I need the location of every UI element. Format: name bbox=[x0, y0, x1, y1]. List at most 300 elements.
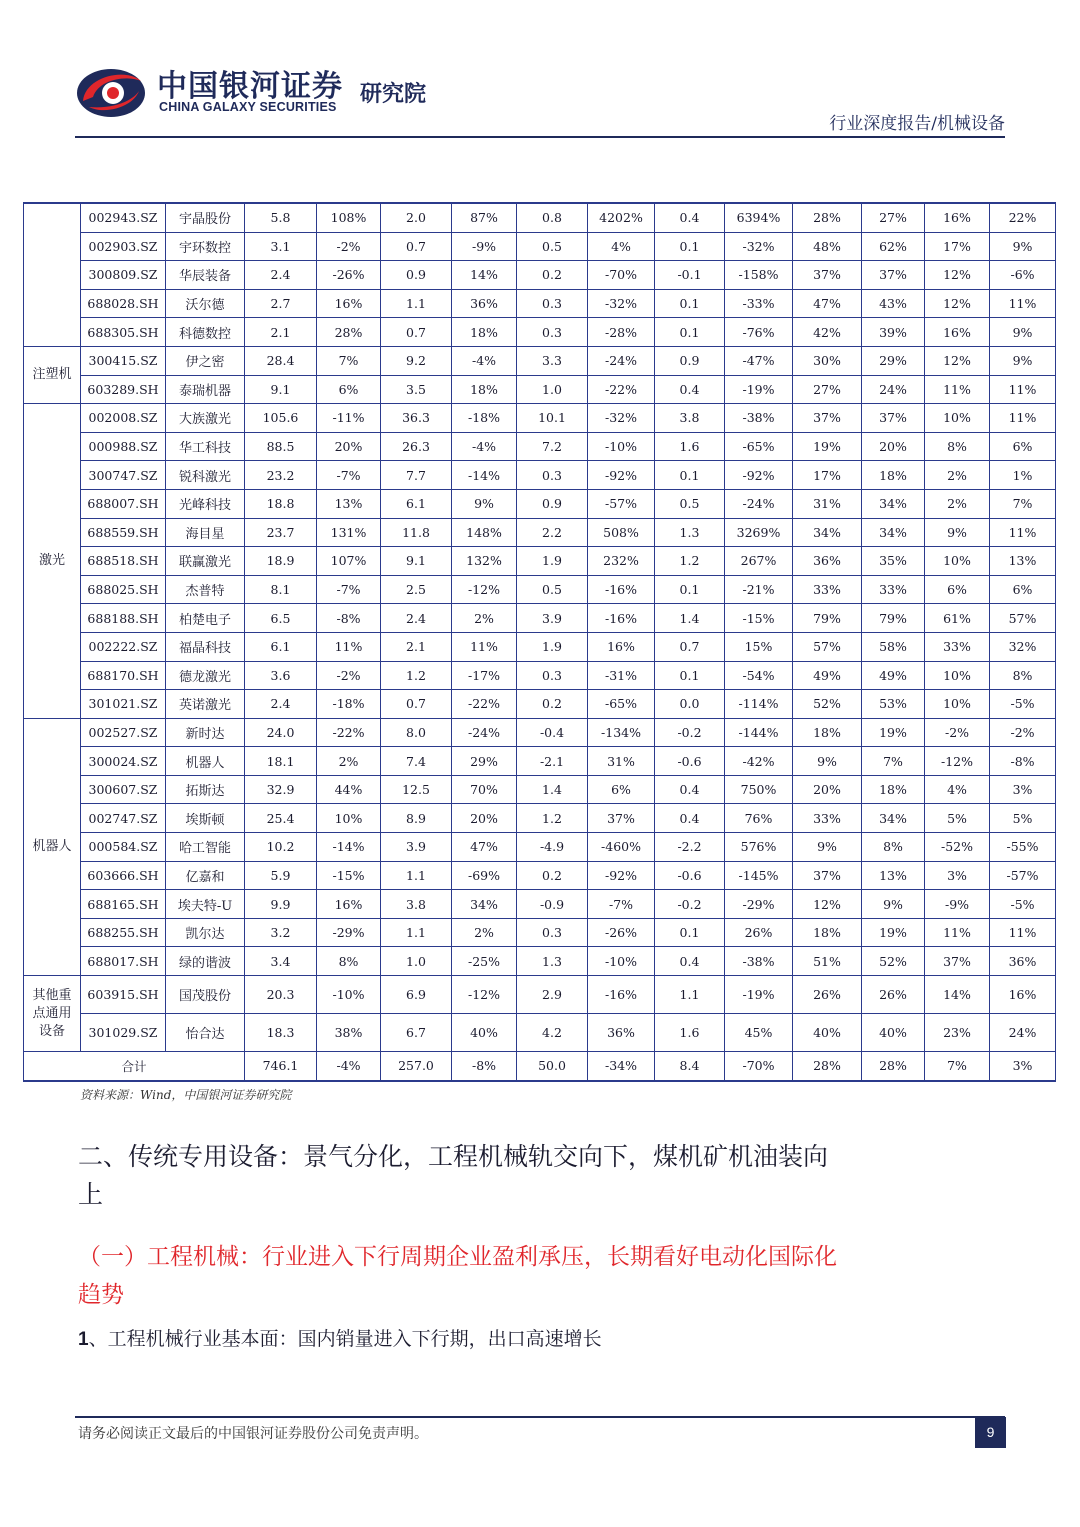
company-name: 华工科技 bbox=[166, 432, 245, 461]
table-cell: 37% bbox=[793, 261, 862, 290]
table-row bbox=[24, 747, 1056, 776]
stock-code: 688165.SH bbox=[81, 890, 166, 919]
table-cell: 2.7 bbox=[245, 289, 317, 318]
table-cell: 27% bbox=[793, 375, 862, 404]
table-cell: 9% bbox=[990, 318, 1056, 347]
table-cell: 28.4 bbox=[245, 346, 317, 375]
table-cell: -65% bbox=[725, 432, 793, 461]
table-cell: 12% bbox=[793, 890, 862, 919]
table-cell: -158% bbox=[725, 261, 793, 290]
table-cell: 7.7 bbox=[381, 461, 452, 490]
table-cell: -8% bbox=[990, 747, 1056, 776]
table-cell: -52% bbox=[925, 833, 990, 862]
company-name: 亿嘉和 bbox=[166, 861, 245, 890]
table-cell: 8% bbox=[317, 947, 381, 976]
table-cell: -460% bbox=[588, 833, 655, 862]
company-name: 华辰装备 bbox=[166, 261, 245, 290]
table-cell: 16% bbox=[925, 203, 990, 232]
table-cell: 39% bbox=[862, 318, 925, 347]
table-cell: 0.1 bbox=[655, 575, 725, 604]
table-cell: -12% bbox=[452, 976, 517, 1014]
company-name: 科德数控 bbox=[166, 318, 245, 347]
table-cell: -4% bbox=[452, 346, 517, 375]
stock-code: 301021.SZ bbox=[81, 690, 166, 719]
table-cell: -6% bbox=[990, 261, 1056, 290]
table-cell: -2% bbox=[990, 718, 1056, 747]
stock-code: 688007.SH bbox=[81, 489, 166, 518]
table-cell: -38% bbox=[725, 404, 793, 433]
table-cell: 20% bbox=[317, 432, 381, 461]
table-cell: 1.1 bbox=[381, 918, 452, 947]
table-cell: 232% bbox=[588, 547, 655, 576]
institute-label: 研究院 bbox=[360, 82, 427, 107]
table-row bbox=[24, 318, 1056, 347]
table-cell: 0.1 bbox=[655, 461, 725, 490]
table-cell: 22% bbox=[990, 203, 1056, 232]
total-cell: -70% bbox=[725, 1052, 793, 1081]
table-row bbox=[24, 690, 1056, 719]
table-cell: -0.2 bbox=[655, 890, 725, 919]
table-cell: 1.2 bbox=[381, 661, 452, 690]
stock-code: 688559.SH bbox=[81, 518, 166, 547]
table-cell: 88.5 bbox=[245, 432, 317, 461]
table-cell: 6.9 bbox=[381, 976, 452, 1014]
table-cell: 5% bbox=[925, 804, 990, 833]
table-cell: -15% bbox=[317, 861, 381, 890]
stock-code: 000988.SZ bbox=[81, 432, 166, 461]
table-cell: 57% bbox=[793, 632, 862, 661]
table-cell: -16% bbox=[588, 976, 655, 1014]
table-cell: -29% bbox=[317, 918, 381, 947]
table-cell: -12% bbox=[925, 747, 990, 776]
table-cell: 0.2 bbox=[517, 690, 588, 719]
table-cell: 18% bbox=[862, 775, 925, 804]
table-cell: 3.5 bbox=[381, 375, 452, 404]
table-cell: 9% bbox=[925, 518, 990, 547]
table-cell: 11% bbox=[990, 518, 1056, 547]
table-row bbox=[24, 718, 1056, 747]
stock-code: 603915.SH bbox=[81, 976, 166, 1014]
table-cell: -47% bbox=[725, 346, 793, 375]
table-cell: 23% bbox=[925, 1014, 990, 1052]
table-cell: 6.1 bbox=[245, 632, 317, 661]
table-cell: 10% bbox=[925, 661, 990, 690]
group-label: 其他重点通用设备 bbox=[24, 976, 81, 1052]
table-cell: -12% bbox=[452, 575, 517, 604]
table-row bbox=[24, 1014, 1056, 1052]
company-name: 埃斯顿 bbox=[166, 804, 245, 833]
table-cell: 6.7 bbox=[381, 1014, 452, 1052]
table-cell: -18% bbox=[452, 404, 517, 433]
table-cell: -14% bbox=[452, 461, 517, 490]
table-cell: 7.4 bbox=[381, 747, 452, 776]
table-cell: 30% bbox=[793, 346, 862, 375]
table-cell: -2% bbox=[925, 718, 990, 747]
total-cell: 7% bbox=[925, 1052, 990, 1081]
table-cell: 18% bbox=[793, 918, 862, 947]
table-cell: 12.5 bbox=[381, 775, 452, 804]
table-cell: -114% bbox=[725, 690, 793, 719]
table-cell: 148% bbox=[452, 518, 517, 547]
table-cell: -2.2 bbox=[655, 833, 725, 862]
table-cell: -2.1 bbox=[517, 747, 588, 776]
stock-code: 300024.SZ bbox=[81, 747, 166, 776]
table-cell: -15% bbox=[725, 604, 793, 633]
table-cell: -10% bbox=[588, 947, 655, 976]
table-cell: 33% bbox=[793, 575, 862, 604]
table-cell: -2% bbox=[317, 661, 381, 690]
group-label bbox=[24, 203, 81, 346]
table-cell: -0.6 bbox=[655, 747, 725, 776]
table-cell: 3.8 bbox=[655, 404, 725, 433]
table-cell: 11.8 bbox=[381, 518, 452, 547]
header-rule bbox=[75, 136, 1005, 138]
table-cell: -29% bbox=[725, 890, 793, 919]
table-cell: 0.9 bbox=[381, 261, 452, 290]
brand-name-en: CHINA GALAXY SECURITIES bbox=[159, 100, 337, 114]
table-cell: -14% bbox=[317, 833, 381, 862]
table-cell: -33% bbox=[725, 289, 793, 318]
company-name: 英诺激光 bbox=[166, 690, 245, 719]
table-cell: 0.8 bbox=[517, 203, 588, 232]
table-cell: 24% bbox=[862, 375, 925, 404]
table-cell: 2.2 bbox=[517, 518, 588, 547]
company-data-table bbox=[23, 202, 1056, 1082]
table-cell: 36% bbox=[588, 1014, 655, 1052]
table-cell: 0.4 bbox=[655, 775, 725, 804]
total-cell: 8.4 bbox=[655, 1052, 725, 1081]
table-cell: -22% bbox=[452, 690, 517, 719]
table-cell: -2% bbox=[317, 232, 381, 261]
table-cell: 8% bbox=[925, 432, 990, 461]
table-cell: 0.7 bbox=[655, 632, 725, 661]
table-cell: 34% bbox=[862, 518, 925, 547]
table-cell: 70% bbox=[452, 775, 517, 804]
table-cell: -32% bbox=[588, 289, 655, 318]
stock-code: 002527.SZ bbox=[81, 718, 166, 747]
company-name: 德龙激光 bbox=[166, 661, 245, 690]
company-name: 光峰科技 bbox=[166, 489, 245, 518]
table-cell: 48% bbox=[793, 232, 862, 261]
table-cell: 10% bbox=[317, 804, 381, 833]
company-name: 凯尔达 bbox=[166, 918, 245, 947]
table-cell: -10% bbox=[588, 432, 655, 461]
table-cell: 0.3 bbox=[517, 318, 588, 347]
stock-code: 301029.SZ bbox=[81, 1014, 166, 1052]
table-cell: 19% bbox=[862, 918, 925, 947]
company-name: 沃尔德 bbox=[166, 289, 245, 318]
table-cell: -24% bbox=[588, 346, 655, 375]
table-cell: 107% bbox=[317, 547, 381, 576]
table-cell: 0.4 bbox=[655, 375, 725, 404]
company-name: 杰普特 bbox=[166, 575, 245, 604]
table-cell: 9% bbox=[990, 346, 1056, 375]
table-cell: 2.4 bbox=[245, 690, 317, 719]
table-row bbox=[24, 604, 1056, 633]
table-cell: -7% bbox=[588, 890, 655, 919]
table-cell: -22% bbox=[588, 375, 655, 404]
table-cell: 11% bbox=[925, 375, 990, 404]
stock-code: 300809.SZ bbox=[81, 261, 166, 290]
company-name: 伊之密 bbox=[166, 346, 245, 375]
table-cell: 20% bbox=[452, 804, 517, 833]
table-cell: 0.3 bbox=[517, 461, 588, 490]
table-cell: -32% bbox=[588, 404, 655, 433]
table-cell: -70% bbox=[588, 261, 655, 290]
table-cell: 3% bbox=[990, 775, 1056, 804]
table-row bbox=[24, 632, 1056, 661]
table-cell: 2% bbox=[452, 918, 517, 947]
total-cell: 746.1 bbox=[245, 1052, 317, 1081]
table-cell: 9% bbox=[793, 747, 862, 776]
table-cell: 53% bbox=[862, 690, 925, 719]
table-cell: 76% bbox=[725, 804, 793, 833]
table-cell: 16% bbox=[925, 318, 990, 347]
table-cell: 1.4 bbox=[655, 604, 725, 633]
table-cell: 3.9 bbox=[517, 604, 588, 633]
table-row bbox=[24, 947, 1056, 976]
table-cell: 37% bbox=[862, 404, 925, 433]
table-cell: 17% bbox=[925, 232, 990, 261]
company-name: 锐科激光 bbox=[166, 461, 245, 490]
table-cell: 79% bbox=[793, 604, 862, 633]
table-cell: 1.0 bbox=[381, 947, 452, 976]
table-cell: 7% bbox=[990, 489, 1056, 518]
table-cell: 2.9 bbox=[517, 976, 588, 1014]
table-cell: 20% bbox=[793, 775, 862, 804]
table-cell: 52% bbox=[793, 690, 862, 719]
table-cell: 131% bbox=[317, 518, 381, 547]
table-cell: 10% bbox=[925, 690, 990, 719]
table-row bbox=[24, 261, 1056, 290]
stock-code: 002222.SZ bbox=[81, 632, 166, 661]
table-cell: 3.3 bbox=[517, 346, 588, 375]
table-cell: 267% bbox=[725, 547, 793, 576]
table-cell: -32% bbox=[725, 232, 793, 261]
table-cell: 18% bbox=[452, 375, 517, 404]
table-row bbox=[24, 375, 1056, 404]
table-cell: 0.3 bbox=[517, 661, 588, 690]
table-cell: 37% bbox=[862, 261, 925, 290]
stock-code: 688518.SH bbox=[81, 547, 166, 576]
table-cell: 33% bbox=[862, 575, 925, 604]
table-cell: 19% bbox=[862, 718, 925, 747]
table-cell: 12% bbox=[925, 346, 990, 375]
company-name: 新时达 bbox=[166, 718, 245, 747]
table-cell: 1.9 bbox=[517, 547, 588, 576]
disclaimer: 请务必阅读正文最后的中国银河证券股份公司免责声明。 bbox=[78, 1426, 428, 1442]
total-cell: 257.0 bbox=[381, 1052, 452, 1081]
table-cell: 33% bbox=[925, 632, 990, 661]
table-cell: 0.3 bbox=[517, 289, 588, 318]
table-cell: 26% bbox=[793, 976, 862, 1014]
table-cell: 3% bbox=[925, 861, 990, 890]
stock-code: 300415.SZ bbox=[81, 346, 166, 375]
stock-code: 688017.SH bbox=[81, 947, 166, 976]
table-cell: 2% bbox=[452, 604, 517, 633]
table-cell: -7% bbox=[317, 461, 381, 490]
table-cell: 1.1 bbox=[655, 976, 725, 1014]
company-name: 宇环数控 bbox=[166, 232, 245, 261]
company-name: 哈工智能 bbox=[166, 833, 245, 862]
table-cell: 0.2 bbox=[517, 861, 588, 890]
table-cell: 14% bbox=[925, 976, 990, 1014]
table-row bbox=[24, 232, 1056, 261]
table-cell: 40% bbox=[793, 1014, 862, 1052]
stock-code: 002747.SZ bbox=[81, 804, 166, 833]
total-row bbox=[24, 1052, 1056, 1081]
table-cell: 0.5 bbox=[517, 575, 588, 604]
table-cell: 10% bbox=[925, 404, 990, 433]
table-cell: 3.6 bbox=[245, 661, 317, 690]
table-cell: 23.7 bbox=[245, 518, 317, 547]
company-name: 联赢激光 bbox=[166, 547, 245, 576]
table-cell: -22% bbox=[317, 718, 381, 747]
table-cell: 0.7 bbox=[381, 690, 452, 719]
table-cell: 750% bbox=[725, 775, 793, 804]
table-cell: 87% bbox=[452, 203, 517, 232]
company-name: 宇晶股份 bbox=[166, 203, 245, 232]
table-cell: 20.3 bbox=[245, 976, 317, 1014]
footer-rule bbox=[75, 1416, 1005, 1418]
table-cell: 16% bbox=[990, 976, 1056, 1014]
table-cell: 0.5 bbox=[517, 232, 588, 261]
table-cell: 2% bbox=[317, 747, 381, 776]
sub-subsection-heading bbox=[78, 1324, 602, 1351]
table-cell: 79% bbox=[862, 604, 925, 633]
total-cell: 50.0 bbox=[517, 1052, 588, 1081]
table-cell: 11% bbox=[925, 918, 990, 947]
table-cell: 15% bbox=[725, 632, 793, 661]
table-cell: -21% bbox=[725, 575, 793, 604]
table-cell: 9% bbox=[793, 833, 862, 862]
table-row bbox=[24, 575, 1056, 604]
table-cell: 1.0 bbox=[517, 375, 588, 404]
table-cell: -0.9 bbox=[517, 890, 588, 919]
table-cell: 1.1 bbox=[381, 289, 452, 318]
table-cell: 6% bbox=[588, 775, 655, 804]
table-cell: 8.1 bbox=[245, 575, 317, 604]
table-cell: -144% bbox=[725, 718, 793, 747]
table-cell: 16% bbox=[317, 890, 381, 919]
stock-code: 688255.SH bbox=[81, 918, 166, 947]
table-cell: 0.1 bbox=[655, 918, 725, 947]
table-cell: -57% bbox=[588, 489, 655, 518]
table-cell: 49% bbox=[862, 661, 925, 690]
table-cell: 8.9 bbox=[381, 804, 452, 833]
table-cell: 18% bbox=[452, 318, 517, 347]
table-cell: 52% bbox=[862, 947, 925, 976]
table-cell: 27% bbox=[862, 203, 925, 232]
table-cell: 44% bbox=[317, 775, 381, 804]
table-cell: 3.4 bbox=[245, 947, 317, 976]
table-cell: 1% bbox=[990, 461, 1056, 490]
stock-code: 002943.SZ bbox=[81, 203, 166, 232]
table-row bbox=[24, 890, 1056, 919]
company-name: 绿的谐波 bbox=[166, 947, 245, 976]
company-name: 大族激光 bbox=[166, 404, 245, 433]
table-cell: -16% bbox=[588, 604, 655, 633]
table-cell: 29% bbox=[452, 747, 517, 776]
table-cell: 2% bbox=[925, 461, 990, 490]
table-cell: 18% bbox=[793, 718, 862, 747]
table-cell: 18.8 bbox=[245, 489, 317, 518]
table-cell: 13% bbox=[862, 861, 925, 890]
table-cell: 0.4 bbox=[655, 804, 725, 833]
table-cell: 4% bbox=[588, 232, 655, 261]
table-cell: 2.1 bbox=[245, 318, 317, 347]
section-heading: 二、传统专用设备：景气分化，工程机械轨交向下，煤机矿机油装向上 bbox=[78, 1142, 829, 1209]
stock-code: 603289.SH bbox=[81, 375, 166, 404]
table-cell: 11% bbox=[990, 375, 1056, 404]
table-cell: 18.9 bbox=[245, 547, 317, 576]
table-row bbox=[24, 346, 1056, 375]
table-cell: 26.3 bbox=[381, 432, 452, 461]
total-cell: 3% bbox=[990, 1052, 1056, 1081]
table-cell: -26% bbox=[317, 261, 381, 290]
table-cell: -38% bbox=[725, 947, 793, 976]
table-cell: 2.4 bbox=[245, 261, 317, 290]
table-cell: 11% bbox=[317, 632, 381, 661]
table-cell: 47% bbox=[793, 289, 862, 318]
table-row bbox=[24, 489, 1056, 518]
table-cell: 3.2 bbox=[245, 918, 317, 947]
table-cell: 6394% bbox=[725, 203, 793, 232]
total-cell: -4% bbox=[317, 1052, 381, 1081]
table-cell: 10.1 bbox=[517, 404, 588, 433]
table-cell: -5% bbox=[990, 690, 1056, 719]
table-cell: 10% bbox=[925, 547, 990, 576]
heading-text: 、工程机械行业基本面：国内销量进入下行期，出口高速增长 bbox=[88, 1328, 602, 1350]
table-cell: 31% bbox=[793, 489, 862, 518]
table-cell: -25% bbox=[452, 947, 517, 976]
table-cell: 40% bbox=[452, 1014, 517, 1052]
table-cell: 13% bbox=[990, 547, 1056, 576]
table-cell: 2% bbox=[925, 489, 990, 518]
table-cell: 1.2 bbox=[517, 804, 588, 833]
company-name: 柏楚电子 bbox=[166, 604, 245, 633]
table-cell: 1.3 bbox=[517, 947, 588, 976]
stock-code: 300747.SZ bbox=[81, 461, 166, 490]
table-cell: 9.1 bbox=[381, 547, 452, 576]
table-cell: 9% bbox=[862, 890, 925, 919]
table-cell: 2.1 bbox=[381, 632, 452, 661]
stock-code: 688025.SH bbox=[81, 575, 166, 604]
table-cell: 5% bbox=[990, 804, 1056, 833]
table-cell: 37% bbox=[588, 804, 655, 833]
table-cell: 105.6 bbox=[245, 404, 317, 433]
brand-name-cn: 中国银河证券 bbox=[157, 69, 343, 104]
table-cell: 26% bbox=[725, 918, 793, 947]
table-row bbox=[24, 918, 1056, 947]
table-cell: 0.2 bbox=[517, 261, 588, 290]
table-cell: 33% bbox=[793, 804, 862, 833]
table-cell: 0.0 bbox=[655, 690, 725, 719]
table-row bbox=[24, 404, 1056, 433]
table-cell: 57% bbox=[990, 604, 1056, 633]
table-cell: -54% bbox=[725, 661, 793, 690]
table-cell: 2.4 bbox=[381, 604, 452, 633]
table-cell: 12% bbox=[925, 289, 990, 318]
table-cell: 11% bbox=[990, 289, 1056, 318]
table-row bbox=[24, 976, 1056, 1014]
table-cell: -28% bbox=[588, 318, 655, 347]
table-cell: 1.6 bbox=[655, 1014, 725, 1052]
table-cell: 2.5 bbox=[381, 575, 452, 604]
table-cell: 29% bbox=[862, 346, 925, 375]
table-cell: 0.9 bbox=[517, 489, 588, 518]
stock-code: 002903.SZ bbox=[81, 232, 166, 261]
